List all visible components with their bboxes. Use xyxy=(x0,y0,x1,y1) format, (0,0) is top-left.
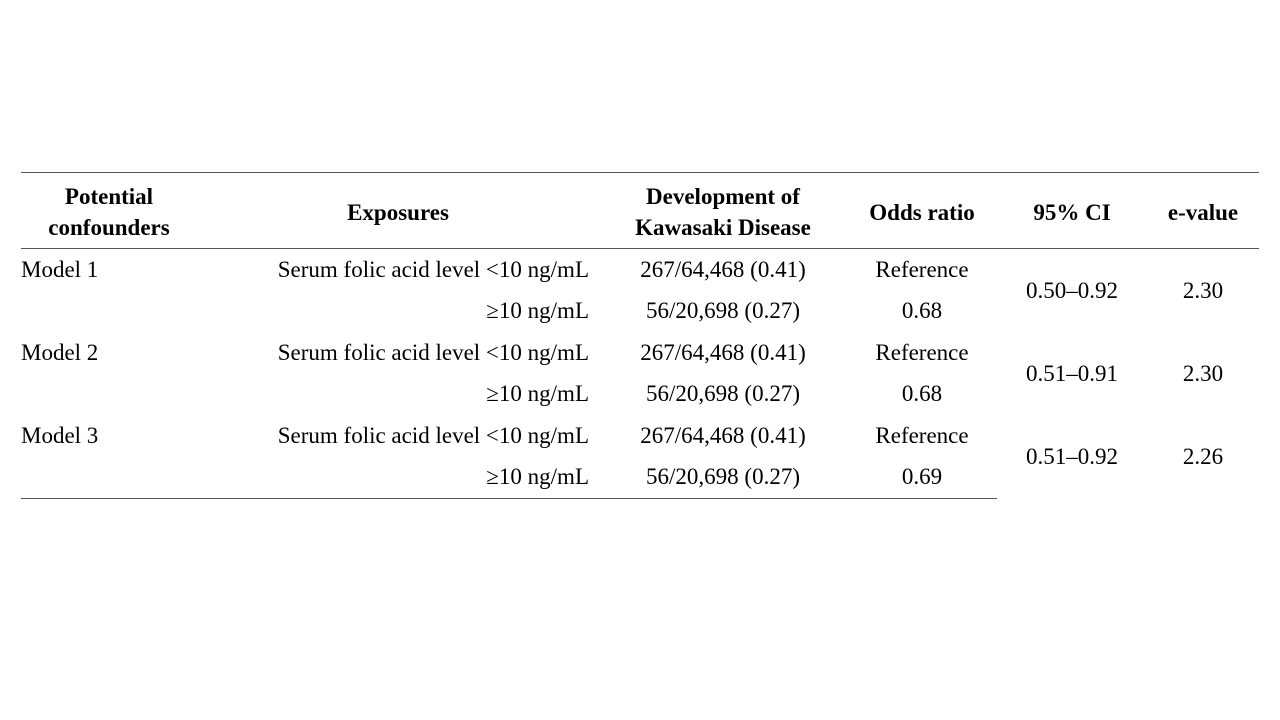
exposure-cell: Serum folic acid level <10 ng/mL xyxy=(277,422,589,448)
table-row xyxy=(21,415,1259,457)
odds-ratio-cell: 0.68 xyxy=(901,298,943,324)
count-cell: 267/64,468 (0.41) xyxy=(640,339,806,365)
results-table-container xyxy=(21,172,1259,499)
count-cell: 267/64,468 (0.41) xyxy=(640,256,806,282)
exposure-cell: Serum folic acid level <10 ng/mL xyxy=(277,256,589,282)
count-cell: 56/20,698 (0.27) xyxy=(646,298,800,324)
ci-cell: 0.51–0.91 xyxy=(1026,360,1118,386)
odds-ratio-cell: Reference xyxy=(875,339,969,365)
header-evalue: e-value xyxy=(1147,173,1259,249)
model-name-empty xyxy=(21,457,197,499)
header-potential-confounders xyxy=(21,173,197,249)
model-name: Model 2 xyxy=(21,339,99,365)
table-row xyxy=(21,249,1259,291)
model-name: Model 3 xyxy=(21,422,99,448)
model-name-empty xyxy=(21,374,197,416)
model-name: Model 1 xyxy=(21,256,99,282)
count-cell: 267/64,468 (0.41) xyxy=(640,422,806,448)
exposure-cell: ≥10 ng/mL xyxy=(486,381,589,407)
exposure-cell: ≥10 ng/mL xyxy=(486,298,589,324)
header-potential-confounders-line1: Potential xyxy=(64,184,154,209)
model-name-empty xyxy=(21,291,197,333)
odds-ratio-cell: 0.69 xyxy=(847,457,997,499)
table-header-row xyxy=(21,173,1259,249)
header-development-line2: Kawasaki Disease xyxy=(635,215,811,240)
header-odds-ratio: Odds ratio xyxy=(847,173,997,249)
odds-ratio-table xyxy=(21,172,1259,499)
odds-ratio-cell: Reference xyxy=(875,422,969,448)
ci-cell: 0.51–0.92 xyxy=(1026,443,1118,469)
odds-ratio-cell: 0.68 xyxy=(901,381,943,407)
odds-ratio-cell: Reference xyxy=(875,256,969,282)
header-development xyxy=(599,173,847,249)
header-ci: 95% CI xyxy=(997,173,1147,249)
header-exposures: Exposures xyxy=(197,173,599,249)
evalue-cell: 2.30 xyxy=(1182,277,1224,303)
header-development-line1: Development of xyxy=(646,184,800,209)
exposure-cell: Serum folic acid level <10 ng/mL xyxy=(277,339,589,365)
ci-cell: 0.50–0.92 xyxy=(1026,277,1118,303)
count-cell: 56/20,698 (0.27) xyxy=(646,381,800,407)
table-row xyxy=(21,332,1259,374)
evalue-cell: 2.30 xyxy=(1182,360,1224,386)
count-cell: 56/20,698 (0.27) xyxy=(599,457,847,499)
evalue-cell: 2.26 xyxy=(1182,443,1224,469)
exposure-cell: ≥10 ng/mL xyxy=(197,457,599,499)
header-potential-confounders-line2: confounders xyxy=(48,215,170,240)
